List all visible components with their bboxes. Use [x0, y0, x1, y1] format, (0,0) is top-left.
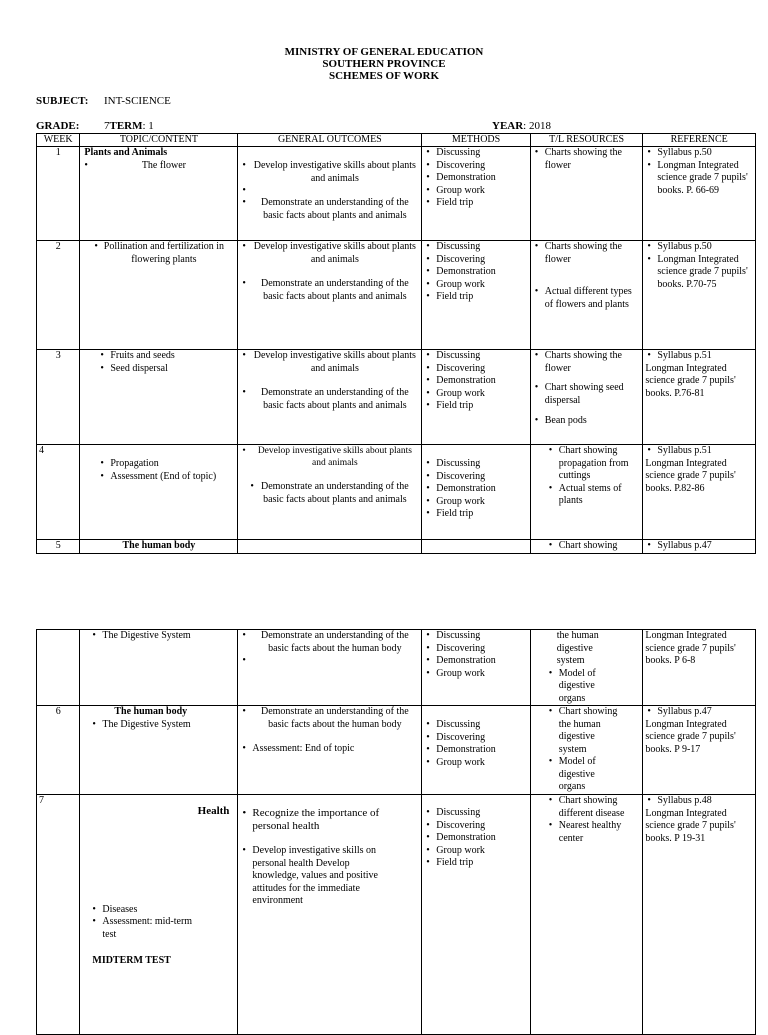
col-methods: METHODS	[422, 134, 530, 147]
reference-cell: • Syllabus p.48 Longman Integrated science grade 7 pupils' books. P 19-31	[643, 795, 756, 1035]
week-cell: 3	[37, 350, 80, 445]
week-cell: 2	[37, 241, 80, 350]
table-row	[37, 706, 756, 795]
topic-cell: Health • Diseases • Assessment: mid-term test MIDTERM TEST	[80, 795, 238, 1035]
ministry-title: MINISTRY OF GENERAL EDUCATION	[284, 46, 484, 58]
reference-cell: • Syllabus p.47 Longman Integrated science grade 7 pupils' books. P 9-17	[643, 706, 756, 795]
table-header-row	[37, 134, 756, 147]
resources-cell: • Charts showing the flower • Actual different types of flowers and plants	[530, 241, 643, 350]
grade-label: GRADE:	[36, 120, 80, 132]
table-row	[37, 540, 756, 554]
table-row	[37, 241, 756, 350]
table-row	[37, 630, 756, 706]
methods-cell: • Discussing • Discovering • Demonstration • Group work • Field trip	[422, 350, 530, 445]
scheme-table-page-2	[36, 629, 756, 1035]
reference-cell: • Syllabus p.51 Longman Integrated science grade 7 pupils' books. P.82-86	[643, 445, 756, 540]
methods-cell: • Discussing • Discovering • Demonstration • Group work • Field trip	[422, 445, 530, 540]
methods-cell: • Discussing • Discovering • Demonstration • Group work	[422, 630, 530, 706]
topic-cell: • The Digestive System	[80, 630, 238, 706]
methods-cell: • Discussing • Discovering • Demonstration • Group work • Field trip	[422, 795, 530, 1035]
resources-cell: • Chart showing the human digestive system • Model of digestive organs	[530, 706, 643, 795]
week-cell: 6	[37, 706, 80, 795]
outcomes-cell: • Demonstrate an understanding of the basic facts about the human body •	[238, 630, 422, 706]
outcomes-cell: • Develop investigative skills about plants and animals • Demonstrate an understanding of the basic facts about plants and animals	[238, 241, 422, 350]
resources-cell: • Chart showing different disease • Nearest healthy center	[530, 795, 643, 1035]
document-title: SCHEMES OF WORK	[328, 70, 440, 82]
scheme-table-page-1	[36, 133, 756, 554]
topic-cell: • Pollination and fertilization in flowering plants	[80, 241, 238, 350]
subject-value: INT-SCIENCE	[104, 95, 171, 107]
table-row	[37, 147, 756, 241]
topic-cell: Plants and Animals • The flower	[80, 147, 238, 241]
outcomes-cell: • Develop investigative skills about plants and animals • • Demonstrate an understanding of the basic facts about plants and animals	[238, 147, 422, 241]
outcomes-cell	[238, 540, 422, 554]
week-cell: 5	[37, 540, 80, 554]
resources-cell: • Chart showing	[530, 540, 643, 554]
methods-cell: • Discussing • Discovering • Demonstration • Group work	[422, 706, 530, 795]
reference-cell: • Syllabus p.50 • Longman Integrated science grade 7 pupils' books. P. 66-69	[643, 147, 756, 241]
methods-cell	[422, 540, 530, 554]
week-cell: 1	[37, 147, 80, 241]
table-row	[37, 445, 756, 540]
outcomes-cell: • Recognize the importance of personal health • Develop investigative skills on personal health Develop knowledge, values and positive attitudes for the immediate environment	[238, 795, 422, 1035]
topic-cell: • Propagation • Assessment (End of topic)	[80, 445, 238, 540]
col-outcomes: GENERAL OUTCOMES	[238, 134, 422, 147]
resources-cell: • Chart showing propagation from cuttings • Actual stems of plants	[530, 445, 643, 540]
reference-cell: • Syllabus p.50 • Longman Integrated science grade 7 pupils' books. P.70-75	[643, 241, 756, 350]
week-cell: 4	[37, 445, 80, 540]
subject-label: SUBJECT:	[36, 95, 89, 107]
methods-cell: • Discussing • Discovering • Demonstration • Group work • Field trip	[422, 147, 530, 241]
col-topic: TOPIC/CONTENT	[80, 134, 238, 147]
resources-cell: • Charts showing the flower	[530, 147, 643, 241]
outcomes-cell: • Develop investigative skills about plants and animals • Demonstrate an understanding of the basic facts about plants and animals	[238, 445, 422, 540]
reference-cell: • Syllabus p.47	[643, 540, 756, 554]
province-title: SOUTHERN PROVINCE	[322, 58, 446, 70]
topic-cell: The human body • The Digestive System	[80, 706, 238, 795]
col-week: WEEK	[37, 134, 80, 147]
reference-cell: Longman Integrated science grade 7 pupils' books. P 6-8	[643, 630, 756, 706]
outcomes-cell: • Develop investigative skills about plants and animals • Demonstrate an understanding of the basic facts about plants and animals	[238, 350, 422, 445]
methods-cell: • Discussing • Discovering • Demonstration • Group work • Field trip	[422, 241, 530, 350]
topic-cell: • Fruits and seeds • Seed dispersal	[80, 350, 238, 445]
grade-term: 7TERM: 1	[104, 120, 154, 132]
table-row	[37, 350, 756, 445]
week-cell	[37, 630, 80, 706]
resources-cell: the human digestive system • Model of digestive organs	[530, 630, 643, 706]
resources-cell: • Charts showing the flower • Chart showing seed dispersal • Bean pods	[530, 350, 643, 445]
col-reference: REFERENCE	[643, 134, 756, 147]
outcomes-cell: • Demonstrate an understanding of the basic facts about the human body • Assessment: End of topic	[238, 706, 422, 795]
col-resources: T/L RESOURCES	[530, 134, 643, 147]
topic-cell: The human body	[80, 540, 238, 554]
year: YEAR: 2018	[492, 120, 551, 132]
week-cell: 7	[37, 795, 80, 1035]
reference-cell: • Syllabus p.51 Longman Integrated science grade 7 pupils' books. P.76-81	[643, 350, 756, 445]
table-row	[37, 795, 756, 1035]
